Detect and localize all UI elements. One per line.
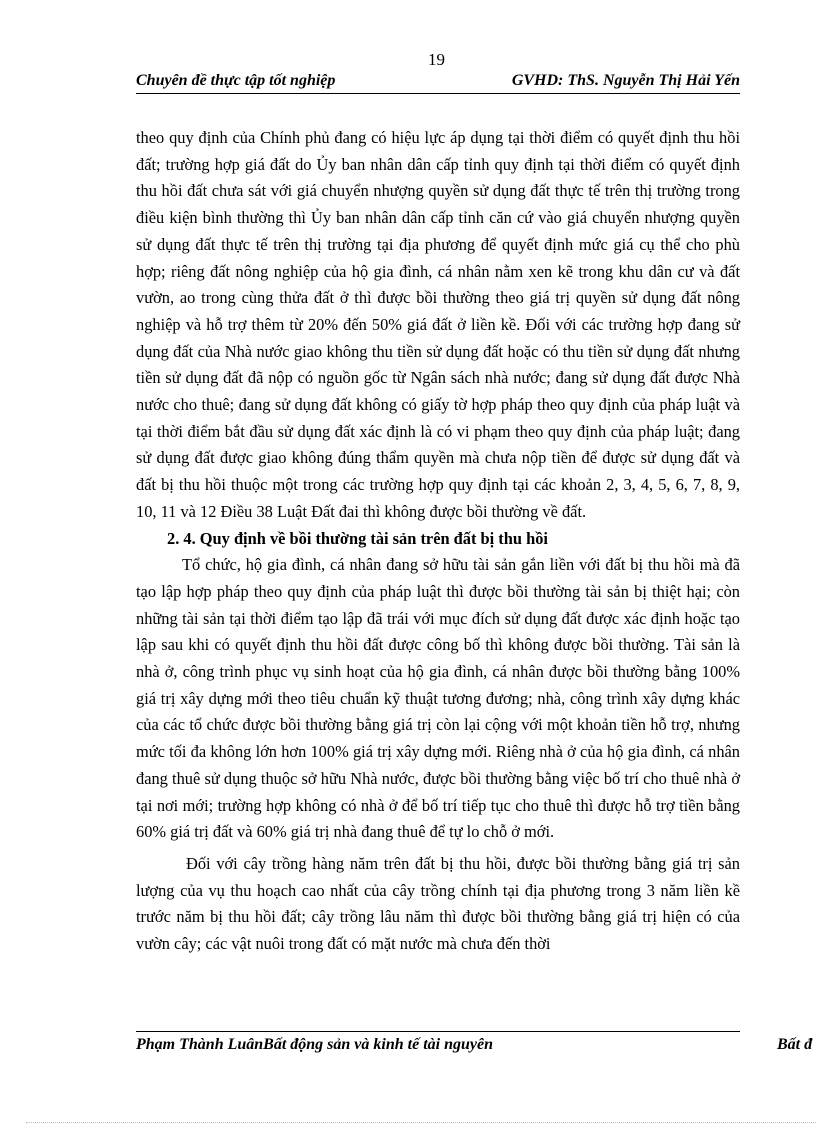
header-supervisor: GVHD: ThS. Nguyễn Thị Hải Yến [511,72,740,89]
header-title: Chuyên đề thực tập tốt nghiệp [136,72,336,89]
footer-truncated: Bất đ [777,1036,813,1053]
footer-author: Phạm Thành LuânBất động sản và kinh tế tài nguyên [136,1036,493,1053]
paragraph-2: Tổ chức, hộ gia đình, cá nhân đang sở hữu tài sản gắn liền với đất bị thu hồi mà đã tạo lập hợp pháp theo quy định của pháp luật thì được bồi thường tài sản bị thiệt hại; còn những tài sản tại thời điểm tạo lập đã trái với mục đích sử dụng đất được xác định hoặc tạo lập sau khi có quyết định thu hồi đất được công bố thì không được bồi thường. Tài sản là nhà ở, công trình phục vụ sinh hoạt của hộ gia đình, cá nhân được bồi thường bằng 100% giá trị xây dựng mới theo tiêu chuẩn kỹ thuật tương đương; nhà, công trình xây dựng khác của các tổ chức được bồi thường bằng giá trị còn lại cộng với một khoản tiền hỗ trợ, nhưng mức tối đa không lớn hơn 100% giá trị xây dựng mới. Riêng nhà ở của hộ gia đình, cá nhân đang thuê sử dụng thuộc sở hữu Nhà nước, được bồi thường bằng việc bố trí cho thuê nhà ở tại nơi mới; trường hợp không có nhà ở để bố trí tiếp tục cho thuê thì được hỗ trợ tiền bằng 60% giá trị đất và 60% giá trị nhà đang thuê để tự lo chỗ ở mới. [136,555,740,842]
paragraph-1: theo quy định của Chính phủ đang có hiệu lực áp dụng tại thời điểm có quyết định thu hồi đất; trường hợp giá đất do Ủy ban nhân dân cấp tỉnh quy định tại thời điểm có quyết định thu hồi đất chưa sát với giá chuyển nhượng quyền sử dụng đất thực tế trên thị trường trong điều kiện bình thường thì Ủy ban nhân dân cấp tỉnh căn cứ vào giá chuyển nhượng quyền sử dụng đất thực tế trên thị trường tại địa phương để quyết định mức giá cụ thể cho phù hợp; riêng đất nông nghiệp của hộ gia đình, cá nhân nằm xen kẽ trong khu dân cư và đất vườn, ao trong cùng thửa đất ở thì được bồi thường theo giá trị quyền sử dụng đất nông nghiệp và hỗ trợ thêm từ 20% đến 50% giá đất ở liền kề. Đối với các trường hợp đang sử dụng đất của Nhà nước giao không thu tiền sử dụng đất hoặc có thu tiền sử dụng đất nhưng tiền sử dụng đất đã nộp có nguồn gốc từ Ngân sách nhà nước; đang sử dụng đất được Nhà nước cho thuê; đang sử dụng đất không có giấy tờ hợp pháp theo quy định của pháp luật và tại thời điểm bắt đầu sử dụng đất xác định là có vi phạm theo quy định của pháp luật; đang sử dụng đất được giao không đúng thẩm quyền mà chưa nộp tiền để được sử dụng đất và đất bị thu hồi thuộc một trong các trường hợp quy định tại các khoản 2, 3, 4, 5, 6, 7, 8, 9, 10, 11 và 12 Điều 38 Luật Đất đai thì không được bồi thường về đất. [136,128,740,521]
page-footer [136,1036,816,1054]
document-body [136,125,740,958]
footer-divider [136,1031,740,1032]
paragraph-3: Đối với cây trồng hàng năm trên đất bị thu hồi, được bồi thường bằng giá trị sản lượng của vụ thu hoạch cao nhất của cây trồng chính tại địa phương trong 3 năm liền kề trước năm bị thu hồi đất; cây trồng lâu năm thì được bồi thường bằng giá trị hiện có của vườn cây; các vật nuôi trong đất có mặt nước mà chưa đến thời [136,853,740,954]
section-heading: 2. 4. Quy định về bồi thường tài sản trên đất bị thu hồi [167,528,548,548]
page-header [136,72,740,94]
page-number: 19 [428,50,445,69]
